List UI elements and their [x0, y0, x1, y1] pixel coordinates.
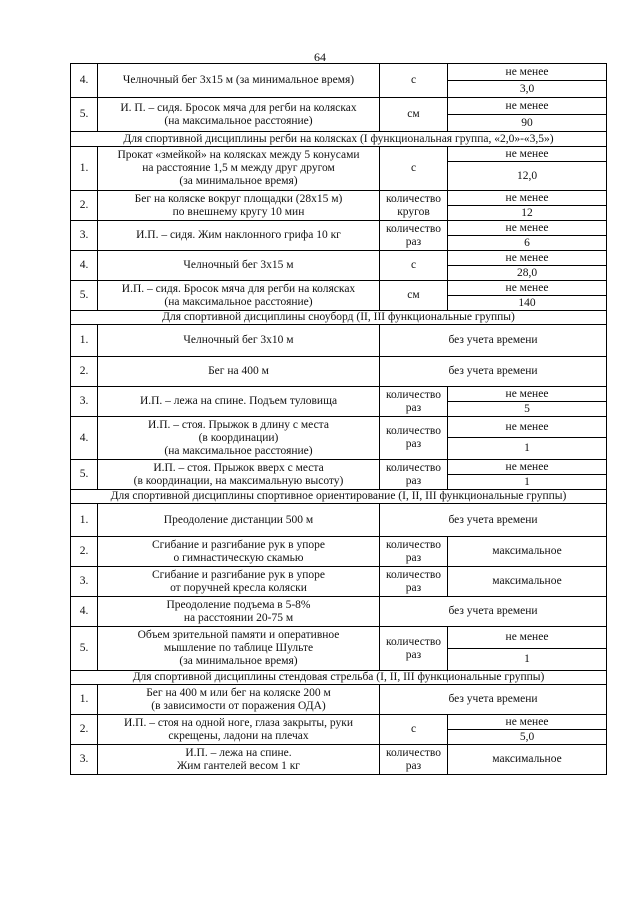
cell-line: Бег на 400 м или бег на коляске 200 м — [146, 686, 331, 699]
unit — [380, 251, 448, 281]
cell-line: (за минимальное время) — [179, 655, 298, 667]
table-row — [71, 597, 607, 627]
unit — [380, 387, 448, 417]
cell-line: Преодоление подъема в 5-8% — [166, 598, 311, 611]
norm-value: 5 — [448, 402, 607, 417]
norm-value: 90 — [448, 115, 607, 132]
cell-line: количество — [386, 746, 441, 759]
test-name — [98, 64, 380, 98]
test-name — [98, 504, 380, 537]
table-row — [71, 715, 607, 730]
cell-line: количество — [386, 538, 441, 551]
cell-line: И. П. – сидя. Бросок мяча для регби на колясках — [120, 101, 357, 114]
cell-line: Бег на 400 м — [208, 365, 269, 377]
row-number: 3. — [71, 387, 98, 417]
norm-value: 3,0 — [448, 81, 607, 98]
cell-line: И.П. – лежа на спине. — [185, 746, 292, 759]
cell-line: см — [407, 289, 420, 301]
test-name — [98, 745, 380, 775]
cell-line: И.П. – стоя. Прыжок вверх с места — [153, 461, 324, 474]
cell-line: с — [410, 162, 417, 174]
norm-merged: без учета времени — [380, 597, 607, 627]
norm-value: максимальное — [448, 567, 607, 597]
test-name — [98, 597, 380, 627]
cell-line: раз — [405, 474, 422, 487]
norm-label: не менее — [448, 147, 607, 162]
test-name — [98, 325, 380, 357]
unit — [380, 745, 448, 775]
row-number: 2. — [71, 715, 98, 745]
row-number: 1. — [71, 504, 98, 537]
cell-line: см — [407, 108, 420, 120]
section-heading: Для спортивной дисциплины сноуборд (II, III функциональные группы) — [71, 311, 607, 325]
cell-line: кругов — [397, 205, 430, 218]
test-name — [98, 685, 380, 715]
cell-line: количество — [386, 568, 441, 581]
section-heading: Для спортивной дисциплины регби на колясках (I функциональная группа, «2,0»-«3,5») — [71, 132, 607, 147]
norm-merged: без учета времени — [380, 504, 607, 537]
test-name — [98, 537, 380, 567]
test-name — [98, 460, 380, 490]
row-number: 3. — [71, 567, 98, 597]
cell-line: на расстоянии 20-75 м — [183, 611, 294, 624]
cell-line: И.П. – сидя. Жим наклонного грифа 10 кг — [136, 229, 341, 241]
norm-value: 1 — [448, 475, 607, 490]
cell-line: раз — [405, 235, 422, 248]
norm-merged: без учета времени — [380, 325, 607, 357]
unit — [380, 537, 448, 567]
norm-label: не менее — [448, 281, 607, 296]
cell-line: Бег на коляске вокруг площадки (28х15 м) — [134, 192, 343, 205]
row-number: 1. — [71, 325, 98, 357]
unit — [380, 715, 448, 745]
table-row — [71, 745, 607, 775]
section-heading-row — [71, 311, 607, 325]
test-name — [98, 387, 380, 417]
section-heading-row — [71, 671, 607, 685]
unit — [380, 567, 448, 597]
table-row — [71, 685, 607, 715]
norm-value: 1 — [448, 649, 607, 671]
test-name — [98, 251, 380, 281]
cell-line: (в координации, на максимальную высоту) — [133, 474, 344, 487]
cell-line: (на максимальное расстояние) — [164, 295, 313, 308]
table-row — [71, 191, 607, 206]
norm-label: не менее — [448, 221, 607, 236]
row-number: 1. — [71, 147, 98, 191]
cell-line: И.П. – стоя. Прыжок в длину с места — [148, 418, 329, 431]
cell-line: И.П. – сидя. Бросок мяча для регби на колясках — [121, 282, 356, 295]
cell-line: (на максимальное расстояние) — [164, 444, 313, 457]
cell-line: мышление по таблице Шульте — [163, 642, 314, 654]
row-number: 5. — [71, 460, 98, 490]
table-row — [71, 325, 607, 357]
table-row — [71, 460, 607, 475]
cell-line: Преодоление дистанции 500 м — [163, 513, 314, 526]
cell-line: количество — [386, 388, 441, 401]
cell-line: раз — [405, 438, 422, 450]
cell-line: с — [410, 259, 417, 271]
table-row — [71, 251, 607, 266]
table-row — [71, 98, 607, 115]
section-heading: Для спортивной дисциплины спортивное ориентирование (I, II, III функциональные группы) — [71, 490, 607, 504]
test-name — [98, 221, 380, 251]
cell-line: на расстояние 1,5 м между друг другом — [142, 162, 335, 174]
test-name — [98, 147, 380, 191]
row-number: 4. — [71, 597, 98, 627]
cell-line: Жим гантелей весом 1 кг — [176, 759, 301, 772]
norm-label: не менее — [448, 64, 607, 81]
row-number: 2. — [71, 537, 98, 567]
cell-line: количество — [386, 192, 441, 205]
test-name — [98, 281, 380, 311]
table-row — [71, 417, 607, 438]
row-number: 4. — [71, 251, 98, 281]
table-row — [71, 627, 607, 649]
cell-line: с — [410, 723, 417, 735]
cell-line: (на максимальное расстояние) — [164, 114, 313, 127]
norm-value: 12,0 — [448, 162, 607, 191]
table-row — [71, 504, 607, 537]
unit — [380, 98, 448, 132]
table-row — [71, 387, 607, 402]
row-number: 3. — [71, 221, 98, 251]
unit — [380, 417, 448, 460]
cell-line: (в координации) — [198, 431, 279, 444]
table-row — [71, 537, 607, 567]
cell-line: количество — [386, 461, 441, 474]
unit — [380, 221, 448, 251]
table-row — [71, 281, 607, 296]
norm-value: 12 — [448, 206, 607, 221]
cell-line: раз — [405, 401, 422, 414]
table-row — [71, 64, 607, 81]
table-row — [71, 567, 607, 597]
norm-label: не менее — [448, 191, 607, 206]
row-number: 2. — [71, 191, 98, 221]
norm-value: максимальное — [448, 745, 607, 775]
norm-label: не менее — [448, 627, 607, 649]
norm-merged: без учета времени — [380, 685, 607, 715]
cell-line: Прокат «змейкой» на колясках между 5 конусами — [117, 149, 360, 161]
cell-line: от поручней кресла коляски — [170, 581, 307, 594]
cell-line: Челночный бег 3х15 м — [183, 259, 294, 271]
test-name — [98, 417, 380, 460]
row-number: 4. — [71, 417, 98, 460]
cell-line: Объем зрительной памяти и оперативное — [137, 629, 340, 641]
section-heading: Для спортивной дисциплины стендовая стрельба (I, II, III функциональные группы) — [71, 671, 607, 685]
cell-line: (за минимальное время) — [179, 175, 298, 187]
table-row — [71, 221, 607, 236]
row-number: 4. — [71, 64, 98, 98]
test-name — [98, 191, 380, 221]
cell-line: И.П. – стоя на одной ноге, глаза закрыты, руки — [124, 716, 353, 729]
test-name — [98, 627, 380, 671]
norm-value: 1 — [448, 438, 607, 460]
cell-line: с — [410, 74, 417, 86]
norm-label: не менее — [448, 387, 607, 402]
cell-line: раз — [405, 759, 422, 772]
row-number: 3. — [71, 745, 98, 775]
table-row — [71, 357, 607, 387]
test-name — [98, 715, 380, 745]
cell-line: Сгибание и разгибание рук в упоре — [152, 568, 325, 581]
cell-line: количество — [386, 635, 441, 648]
norm-label: не менее — [448, 98, 607, 115]
cell-line: о гимнастическую скамью — [173, 551, 304, 564]
table-row — [71, 147, 607, 162]
norm-value: 140 — [448, 296, 607, 311]
cell-line: количество — [386, 425, 441, 437]
norm-label: не менее — [448, 251, 607, 266]
cell-line: Челночный бег 3х15 м (за минимальное время) — [122, 74, 355, 86]
unit — [380, 191, 448, 221]
row-number: 5. — [71, 98, 98, 132]
cell-line: количество — [386, 222, 441, 235]
norm-value: 28,0 — [448, 266, 607, 281]
test-name — [98, 357, 380, 387]
page-number: 64 — [314, 50, 326, 64]
row-number: 5. — [71, 281, 98, 311]
norm-value: максимальное — [448, 537, 607, 567]
section-heading-row — [71, 132, 607, 147]
row-number: 2. — [71, 357, 98, 387]
cell-line: по внешнему кругу 10 мин — [172, 205, 305, 218]
norm-label: не менее — [448, 417, 607, 438]
norm-label: не менее — [448, 460, 607, 475]
norm-value: 5,0 — [448, 730, 607, 745]
unit — [380, 627, 448, 671]
row-number: 1. — [71, 685, 98, 715]
cell-line: Сгибание и разгибание рук в упоре — [152, 538, 325, 551]
norm-label: не менее — [448, 715, 607, 730]
unit — [380, 64, 448, 98]
row-number: 5. — [71, 627, 98, 671]
cell-line: И.П. – лежа на спине. Подъем туловища — [139, 395, 338, 407]
unit — [380, 281, 448, 311]
cell-line: раз — [405, 551, 422, 564]
cell-line: скрещены, ладони на плечах — [168, 729, 309, 742]
test-name — [98, 98, 380, 132]
cell-line: раз — [405, 648, 422, 661]
cell-line: раз — [405, 581, 422, 594]
norm-merged: без учета времени — [380, 357, 607, 387]
unit — [380, 147, 448, 191]
section-heading-row — [71, 490, 607, 504]
unit — [380, 460, 448, 490]
cell-line: (в зависимости от поражения ОДА) — [151, 699, 326, 712]
norms-table — [70, 63, 607, 775]
norm-value: 6 — [448, 236, 607, 251]
test-name — [98, 567, 380, 597]
cell-line: Челночный бег 3х10 м — [183, 334, 294, 346]
